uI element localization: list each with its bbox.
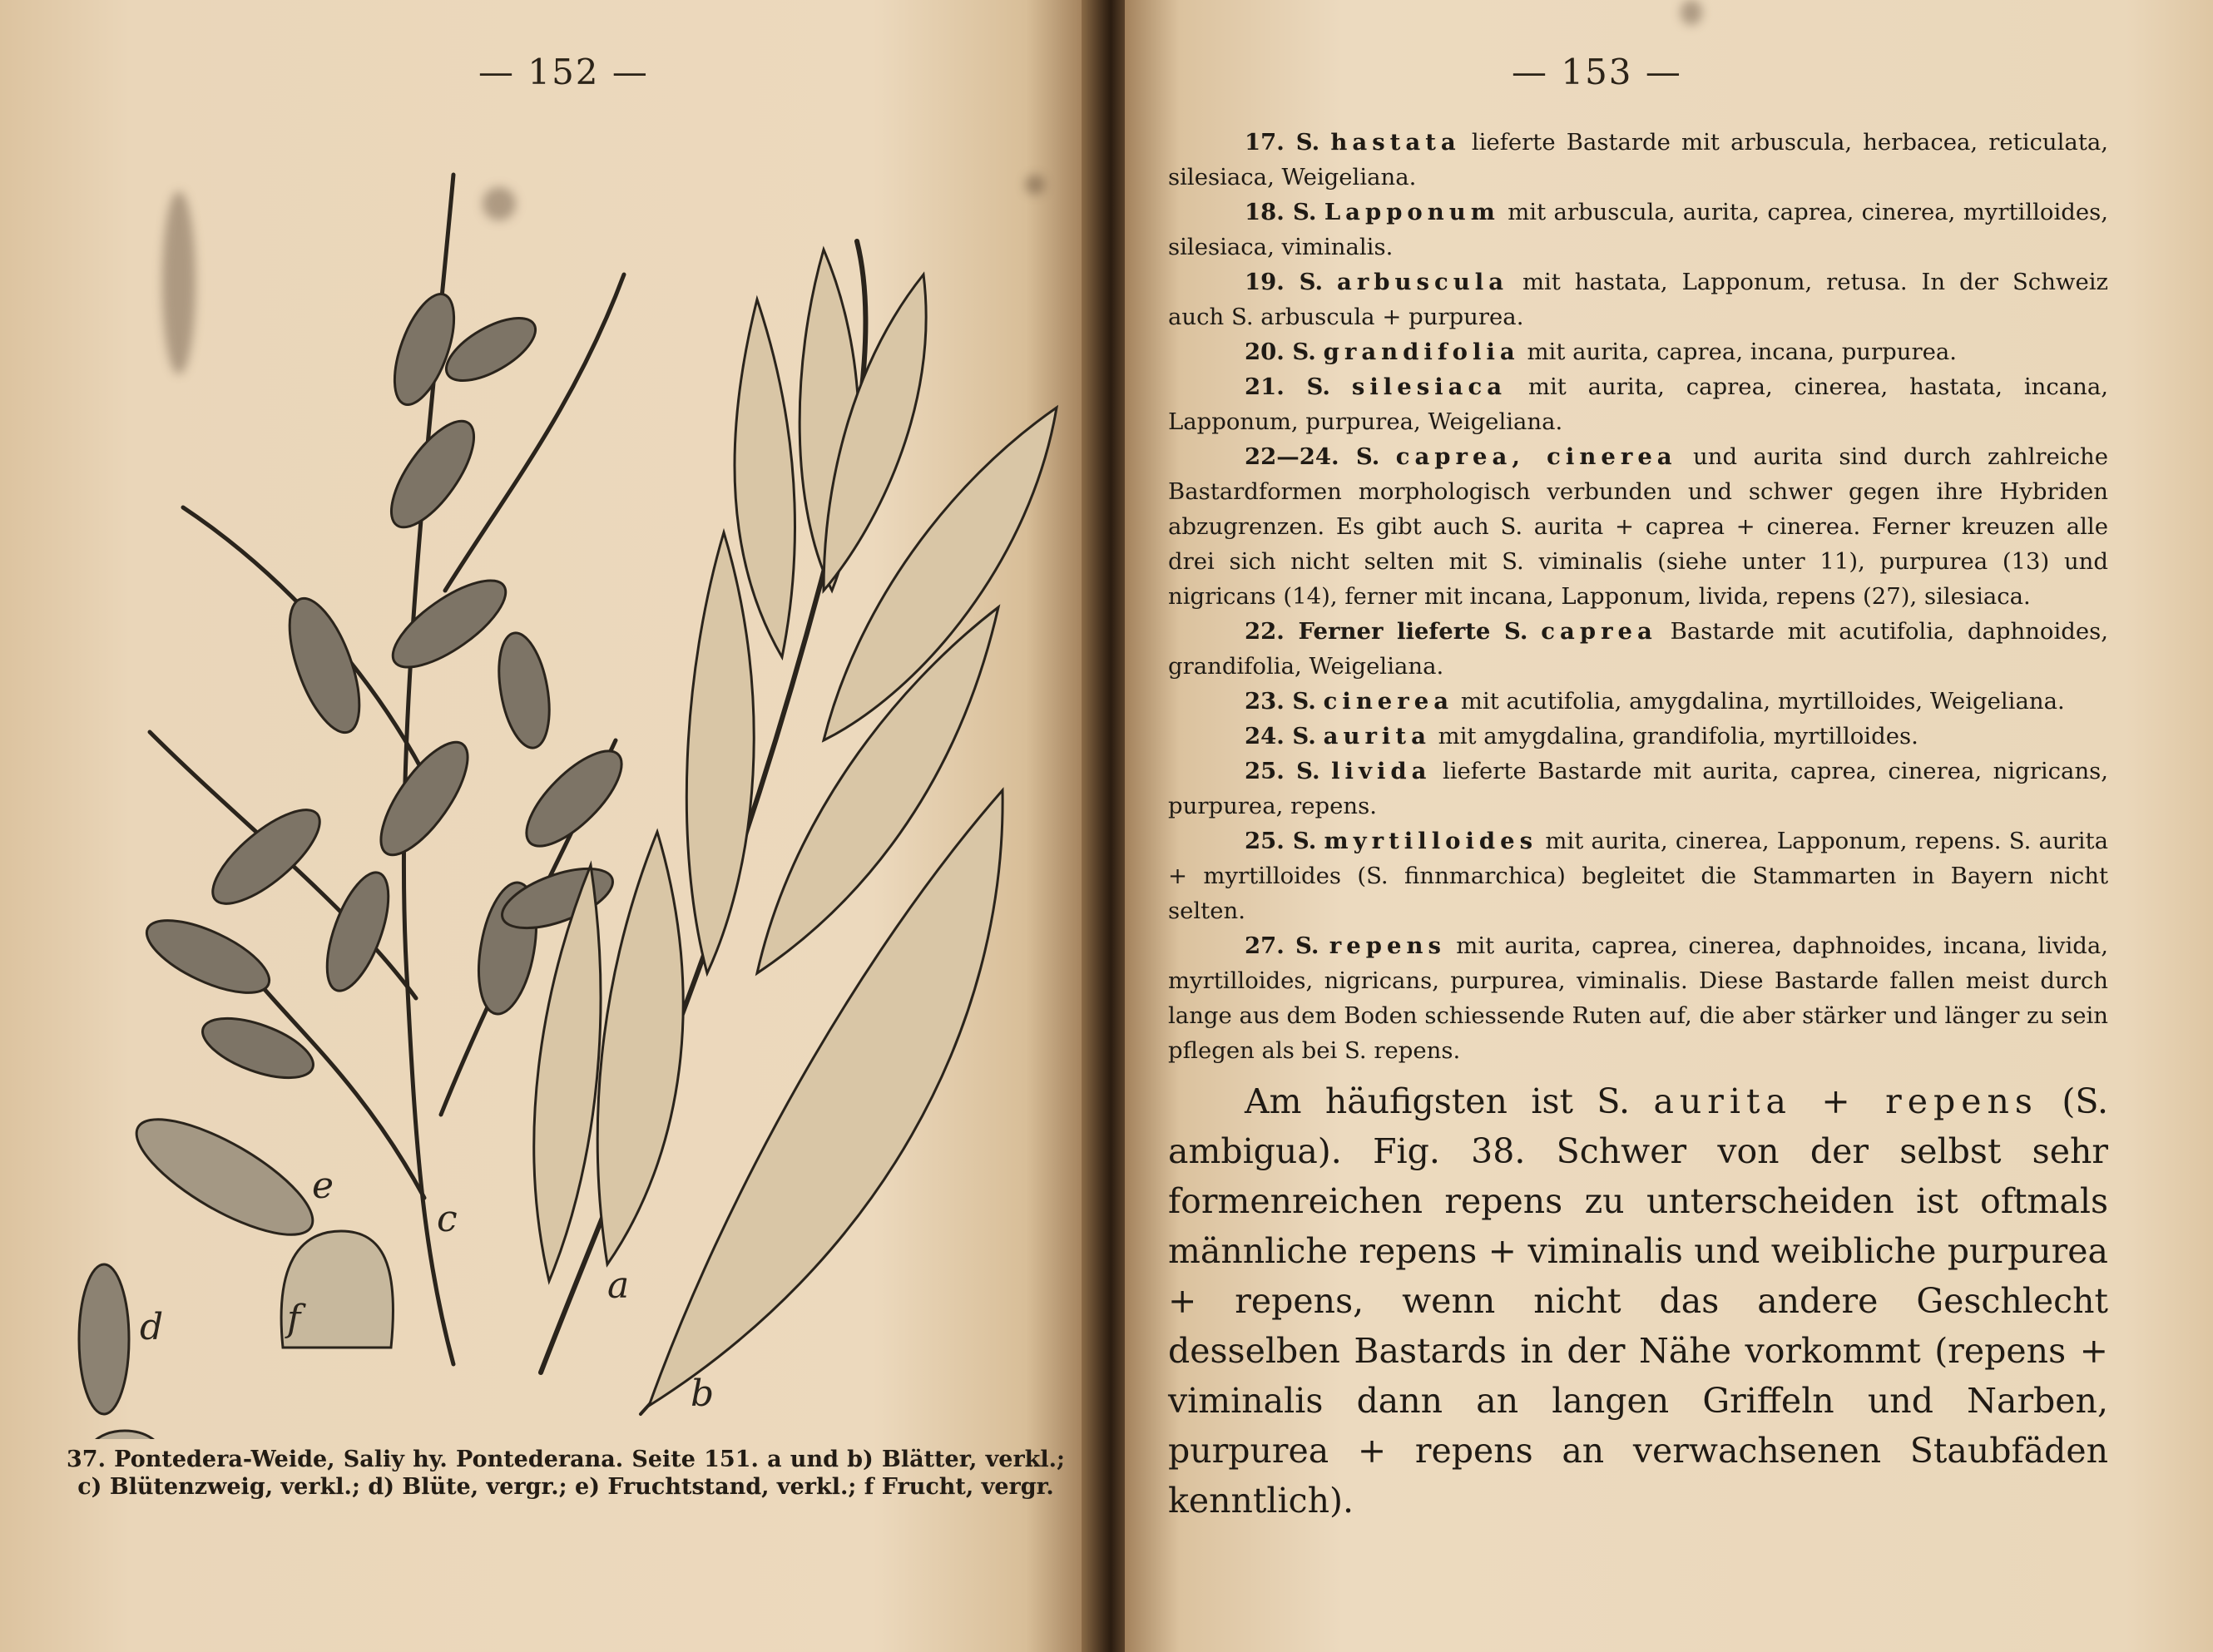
- entry-27: 27. S. repens mit aurita, caprea, cinerea, daphnoides, incana, livida, myrtilloides, nigricans, purpurea, viminalis. Diese Bastarde fallen meist durch lange aus dem Boden schiessende Ruten auf, die aber stärker und länger zu sein pflegen als bei S. repens.: [1168, 932, 2108, 1064]
- entry-25-myrtilloides: 25. S. myrtilloides mit aurita, cinerea, Lapponum, repens. S. aurita + myrtilloides (S. finnmarchica) begleitet die Stammarten in Bayern nicht selten.: [1168, 828, 2108, 924]
- right-page: [1125, 0, 2213, 1652]
- figure-label-d: d: [140, 1306, 164, 1348]
- ink-smudge: [1681, 0, 1702, 25]
- entry-22: 22. Ferner lieferte S. caprea Bastarde mit acutifolia, daphnoides, grandifolia, Weigeliana.: [1168, 618, 2109, 680]
- closing-paragraph: Am häufigsten ist S. aurita + repens (S. ambigua). Fig. 38. Schwer von der selbst sehr formenreichen repens zu unterscheiden ist oftmals männliche repens + viminalis und weibliche purpurea + repens, wenn nicht das andere Geschlecht desselben Bastards in der Nähe vorkommt (repens + viminalis dann an langen Griffeln und Narben, purpurea + repens an verwachsenen Staubfäden kenntlich).: [1168, 1081, 2109, 1521]
- figure-label-b: b: [691, 1373, 715, 1415]
- page-number-right: — 153 —: [1512, 52, 1682, 92]
- entry-22-24: 22—24. S. caprea, cinerea und aurita sind durch zahlreiche Bastardformen morphologisch verbunden und schwer gegen ihre Hybriden abzugrenzen. Es gibt auch S. aurita + caprea + cinerea. Ferner kreuzen alle drei sich nicht selten mit S. viminalis (siehe unter 11), purpurea (13) und nigricans (14), ferner mit incana, Lapponum, livida, repens (27), silesiaca.: [1168, 443, 2108, 610]
- page-number-left: — 152 —: [478, 52, 649, 92]
- entry-23: 23. S. cinerea mit acutifolia, amygdalina, myrtilloides, Weigeliana.: [1245, 688, 2065, 715]
- right-page-text: [1168, 125, 2108, 1560]
- figure-label-e: e: [312, 1165, 334, 1207]
- figure-caption: 37. Pontedera-Weide, Saliy hy. Pontederana. Seite 151. a und b) Blätter, verkl.; c) Blütenzweig, verkl.; d) Blüte, vergr.; e) Fruchtstand, verkl.; f Frucht, vergr.: [67, 1447, 1065, 1500]
- entry-24: 24. S. aurita mit amygdalina, grandifolia, myrtilloides.: [1245, 723, 1918, 749]
- figure-label-a: a: [607, 1264, 630, 1307]
- left-page: [0, 0, 1092, 1652]
- willow-illustration: [75, 158, 1073, 1439]
- entry-17: 17. S. hastata lieferte Bastarde mit arbuscula, herbacea, reticulata, silesiaca, Weigeliana.: [1168, 129, 2109, 190]
- entry-21: 21. S. silesiaca mit aurita, caprea, cinerea, hastata, incana, Lapponum, purpurea, Weigeliana.: [1168, 373, 2108, 435]
- entry-19: 19. S. arbuscula mit hastata, Lapponum, retusa. In der Schweiz auch S. arbuscula + purpurea.: [1168, 269, 2108, 330]
- figure-label-f: f: [287, 1298, 301, 1340]
- entry-18: 18. S. Lapponum mit arbuscula, aurita, caprea, cinerea, myrtilloides, silesiaca, viminalis.: [1168, 199, 2108, 260]
- entry-25-livida: 25. S. livida lieferte Bastarde mit aurita, caprea, cinerea, nigricans, purpurea, repens.: [1168, 758, 2109, 819]
- entry-20: 20. S. grandifolia mit aurita, caprea, incana, purpurea.: [1245, 339, 1958, 365]
- figure-label-c: c: [437, 1198, 458, 1240]
